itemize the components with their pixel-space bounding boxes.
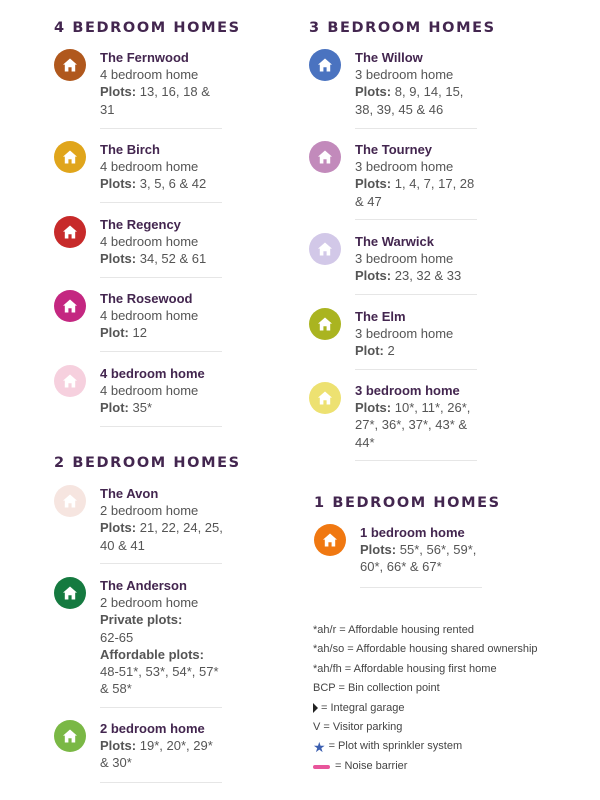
home-name: 4 bedroom home bbox=[100, 366, 205, 381]
star-icon: ★ bbox=[313, 739, 326, 756]
key-ahr: *ah/r = Affordable housing rented bbox=[313, 624, 474, 636]
house-icon bbox=[54, 141, 86, 173]
section-heading-3-bedroom: 3 BEDROOM HOMES bbox=[309, 20, 496, 36]
divider bbox=[355, 369, 477, 370]
divider bbox=[100, 707, 222, 708]
key-legend bbox=[313, 621, 538, 776]
home-description: 4 bedroom home bbox=[100, 383, 199, 399]
home-name: The Fernwood bbox=[100, 50, 189, 65]
key-ahfh: *ah/fh = Affordable housing first home bbox=[313, 662, 497, 675]
home-name: The Anderson bbox=[100, 578, 187, 593]
section-heading-4-bedroom: 4 BEDROOM HOMES bbox=[54, 20, 241, 36]
house-icon bbox=[54, 290, 86, 322]
home-plots: Plots: 13, 16, 18 & 31 bbox=[100, 84, 210, 117]
home-plots: Plots: 21, 22, 24, 25, 40 & 41 bbox=[100, 520, 223, 553]
home-plots: Plots: 19*, 20*, 29* & 30* bbox=[100, 738, 213, 771]
home-plots: Plot: 2 bbox=[355, 343, 395, 359]
divider bbox=[100, 782, 222, 783]
home-description: 3 bedroom home bbox=[355, 251, 454, 267]
home-name: 1 bedroom home bbox=[360, 525, 465, 540]
home-description: 3 bedroom home bbox=[355, 159, 454, 175]
divider bbox=[100, 426, 222, 427]
home-name: The Tourney bbox=[355, 142, 433, 157]
house-icon bbox=[54, 720, 86, 752]
home-plots: Plots: 8, 9, 14, 15, 38, 39, 45 & 46 bbox=[355, 84, 464, 117]
house-icon bbox=[309, 49, 341, 81]
house-icon bbox=[309, 233, 341, 265]
divider bbox=[100, 563, 222, 564]
home-description: 4 bedroom home bbox=[100, 67, 199, 83]
house-icon bbox=[314, 524, 346, 556]
house-icon bbox=[54, 216, 86, 248]
triangle-right-icon bbox=[313, 703, 318, 713]
divider bbox=[100, 351, 222, 352]
home-description: 2 bedroom home bbox=[100, 595, 199, 611]
home-name: The Rosewood bbox=[100, 291, 193, 306]
home-name: 3 bedroom home bbox=[355, 383, 460, 398]
key-visitor: V = Visitor parking bbox=[313, 721, 403, 734]
house-icon bbox=[54, 365, 86, 397]
home-plots: Plot: 35* bbox=[100, 400, 153, 416]
home-name: The Warwick bbox=[355, 234, 434, 249]
home-name: The Willow bbox=[355, 50, 423, 65]
home-description: 3 bedroom home bbox=[355, 67, 454, 83]
home-name: 2 bedroom home bbox=[100, 721, 205, 736]
key-bcp: BCP = Bin collection point bbox=[313, 682, 440, 695]
home-name: The Regency bbox=[100, 217, 181, 232]
divider bbox=[355, 128, 477, 129]
house-icon bbox=[54, 49, 86, 81]
home-name: The Elm bbox=[355, 309, 406, 324]
home-name: The Birch bbox=[100, 142, 160, 157]
house-icon bbox=[54, 485, 86, 517]
home-plots: Plots: 1, 4, 7, 17, 28 & 47 bbox=[355, 176, 475, 209]
key-noise: = Noise barrier bbox=[313, 757, 538, 776]
home-description: 4 bedroom home bbox=[100, 234, 199, 250]
divider bbox=[355, 460, 477, 461]
divider bbox=[100, 202, 222, 203]
divider bbox=[355, 219, 477, 220]
section-heading-2-bedroom: 2 BEDROOM HOMES bbox=[54, 455, 241, 471]
house-icon bbox=[309, 382, 341, 414]
home-plots: Plot: 12 bbox=[100, 325, 147, 341]
divider bbox=[100, 128, 222, 129]
home-description: 4 bedroom home bbox=[100, 308, 199, 324]
key-garage: = Integral garage bbox=[313, 699, 538, 718]
home-plots: Plots: 55*, 56*, 59*, 60*, 66* & 67* bbox=[360, 542, 477, 575]
key-ahso: *ah/so = Affordable housing shared ownership bbox=[313, 643, 538, 656]
house-icon bbox=[54, 577, 86, 609]
home-affordable-plots: Affordable plots: 48-51*, 53*, 54*, 57* & 58* bbox=[100, 646, 219, 697]
home-plots: Plots: 10*, 11*, 26*, 27*, 36*, 37*, 43* & 44* bbox=[355, 400, 471, 450]
divider bbox=[100, 277, 222, 278]
home-plots: Plots: 34, 52 & 61 bbox=[100, 251, 207, 267]
noise-barrier-icon bbox=[313, 765, 330, 769]
house-icon bbox=[309, 141, 341, 173]
key-sprinkler: ★ = Plot with sprinkler system bbox=[313, 739, 463, 756]
section-heading-1-bedroom: 1 BEDROOM HOMES bbox=[314, 495, 501, 511]
house-icon bbox=[309, 308, 341, 340]
home-private-plots: Private plots: 62-65 bbox=[100, 612, 183, 645]
home-name: The Avon bbox=[100, 486, 159, 501]
home-plots: Plots: 3, 5, 6 & 42 bbox=[100, 176, 207, 192]
home-description: 4 bedroom home bbox=[100, 159, 199, 175]
home-description: 3 bedroom home bbox=[355, 326, 454, 342]
divider bbox=[360, 587, 482, 588]
divider bbox=[355, 294, 477, 295]
home-description: 2 bedroom home bbox=[100, 503, 199, 519]
home-plots: Plots: 23, 32 & 33 bbox=[355, 268, 462, 284]
